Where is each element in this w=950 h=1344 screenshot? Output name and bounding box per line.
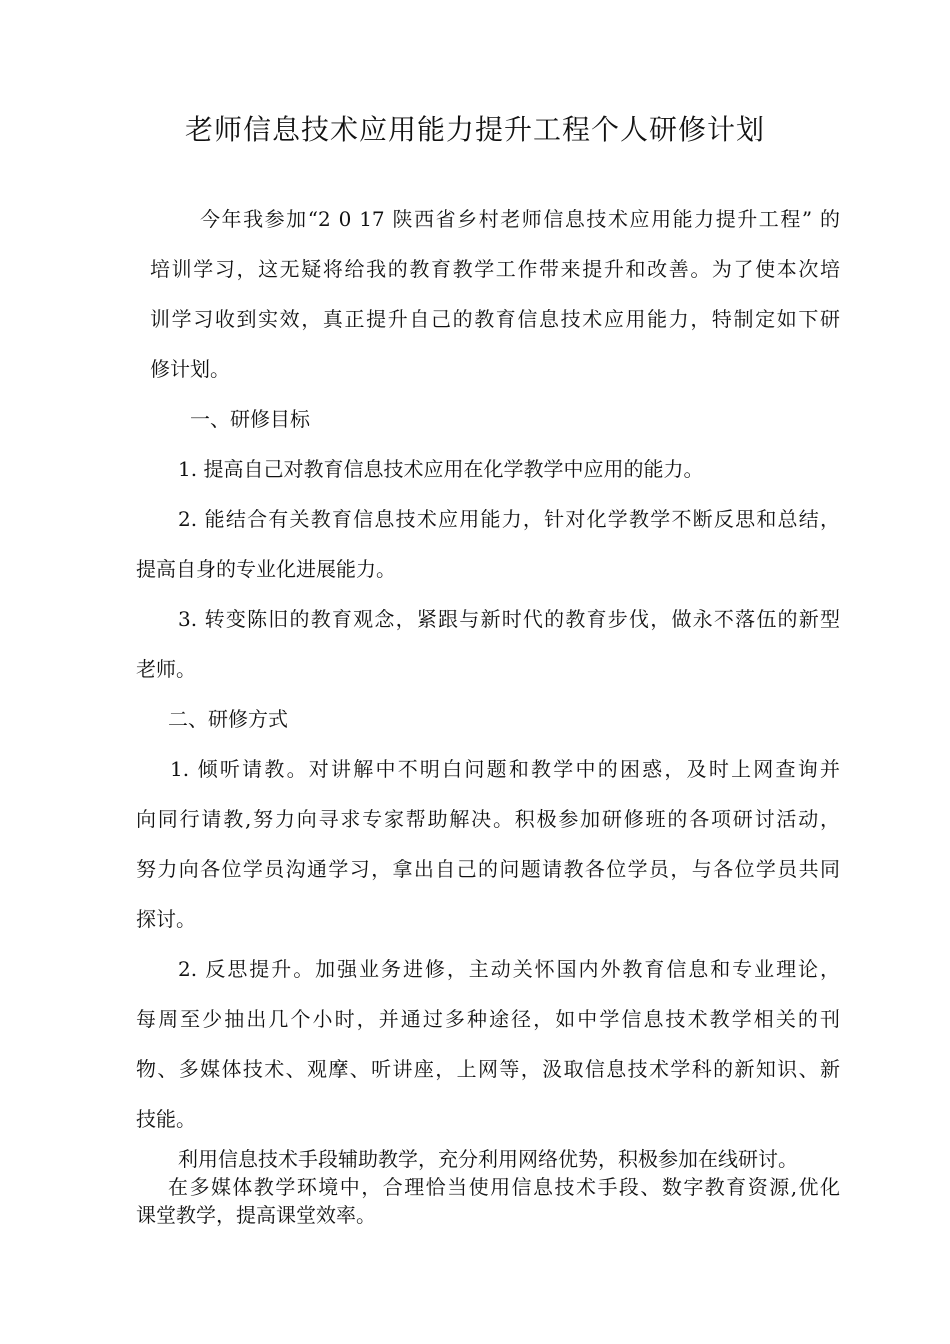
method-item: 技能。 <box>136 1107 196 1131</box>
method-paragraph: 课堂教学，提高课堂效率。 <box>136 1203 376 1227</box>
intro-line: 今年我参加“2 0 17 陕西省乡村老师信息技术应用能力提升工程” 的 <box>200 207 840 231</box>
goal-item: 3. 转变陈旧的教育观念，紧跟与新时代的教育步伐，做永不落伍的新型 <box>178 607 840 631</box>
goal-item: 老师。 <box>136 657 196 681</box>
method-item: 物、多媒体技术、观摩、听讲座，上网等，汲取信息技术学科的新知识、新 <box>136 1057 840 1081</box>
intro-line: 培训学习，这无疑将给我的教育教学工作带来提升和改善。为了使本次培 <box>150 257 840 281</box>
method-item: 2. 反思提升。加强业务进修，主动关怀国内外教育信息和专业理论， <box>178 957 840 981</box>
method-item: 探讨。 <box>136 907 196 931</box>
section-heading: 一、研修目标 <box>190 407 310 431</box>
document-title: 老师信息技术应用能力提升工程个人研修计划 <box>184 113 765 146</box>
section-heading: 二、研修方式 <box>168 707 288 731</box>
method-paragraph: 利用信息技术手段辅助教学，充分利用网络优势，积极参加在线研讨。 <box>178 1147 798 1171</box>
method-item: 向同行请教,努力向寻求专家帮助解决。积极参加研修班的各项研讨活动， <box>136 807 840 831</box>
method-item: 努力向各位学员沟通学习，拿出自己的问题请教各位学员，与各位学员共同 <box>136 857 840 881</box>
goal-item: 2. 能结合有关教育信息技术应用能力，针对化学教学不断反思和总结， <box>178 507 840 531</box>
goal-item: 提高自身的专业化进展能力。 <box>136 557 396 581</box>
intro-line: 修计划。 <box>150 357 230 381</box>
method-paragraph: 在多媒体教学环境中，合理恰当使用信息技术手段、数字教育资源,优化 <box>168 1175 840 1199</box>
method-item: 1. 倾听请教。对讲解中不明白问题和教学中的困惑，及时上网查询并 <box>170 757 840 781</box>
intro-line: 训学习收到实效，真正提升自己的教育信息技术应用能力，特制定如下研 <box>150 307 840 331</box>
method-item: 每周至少抽出几个小时，并通过多种途径，如中学信息技术教学相关的刊 <box>136 1007 840 1031</box>
goal-item: 1. 提高自己对教育信息技术应用在化学教学中应用的能力。 <box>178 457 704 481</box>
